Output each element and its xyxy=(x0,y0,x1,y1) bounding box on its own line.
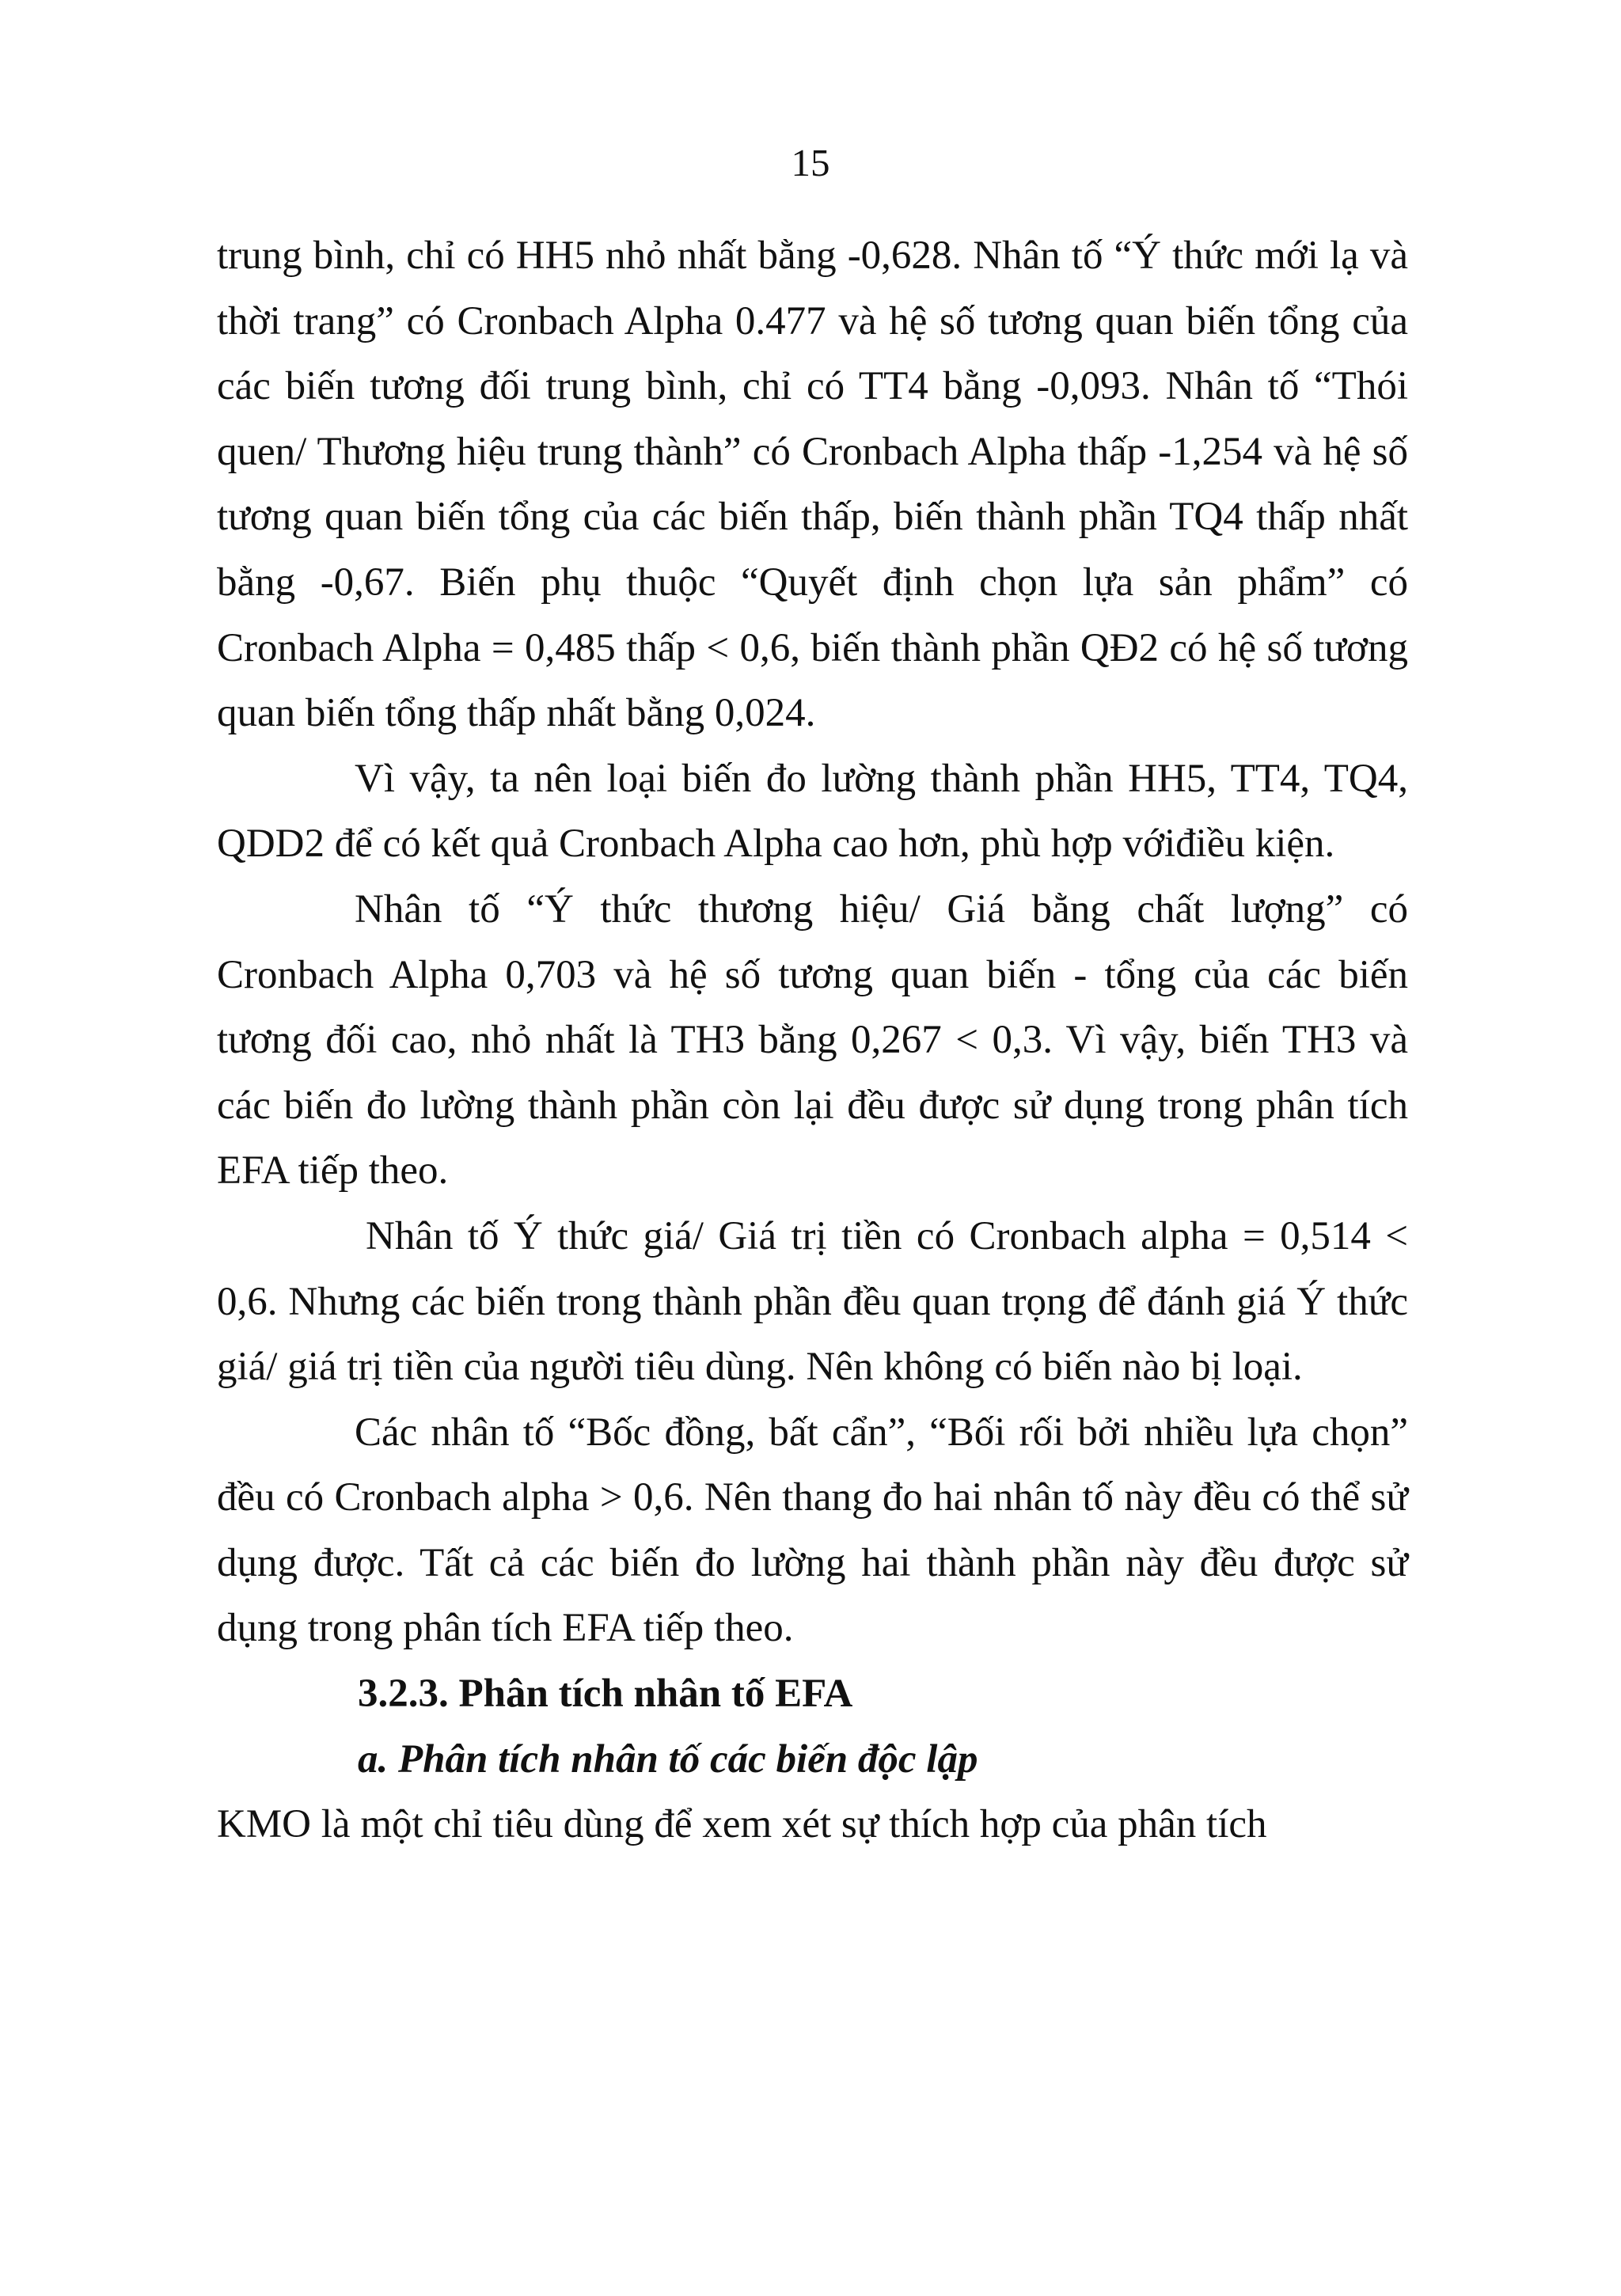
section-subheading: a. Phân tích nhân tố các biến độc lập xyxy=(358,1736,978,1782)
paragraph-brand-consciousness: Nhân tố “Ý thức thương hiệu/ Giá bằng chất lượng” có Cronbach Alpha 0,703 và hệ số tương quan biến - tổng của các biến tương đối cao, nhỏ nhất là TH3 bằng 0,267 < 0,3. Vì vậy, biến TH3 và các biến đo lường thành phần còn lại đều được sử dụng trong phân tích EFA tiếp theo. xyxy=(217,886,1408,1194)
section-heading: 3.2.3. Phân tích nhân tố EFA xyxy=(358,1672,853,1717)
paragraph-impulsive-confused: Các nhân tố “Bốc đồng, bất cẩn”, “Bối rối bởi nhiều lựa chọn” đều có Cronbach alpha > 0,6. Nên thang đo hai nhân tố này đều có thể sử dụng được. Tất cả các biến đo lường hai thành phần này đều được sử dụng trong phân tích EFA tiếp theo. xyxy=(217,1410,1408,1651)
page-number: 15 xyxy=(791,141,830,184)
paragraph-kmo: KMO là một chỉ tiêu dùng để xem xét sự thích hợp của phân tích xyxy=(217,1802,1267,1847)
document-body xyxy=(217,223,1408,1858)
paragraph-removed-variables: Vì vậy, ta nên loại biến đo lường thành phần HH5, TT4, TQ4, QDD2 để có kết quả Cronbach Alpha cao hơn, phù hợp vớiđiều kiện. xyxy=(217,756,1408,867)
paragraph-price-consciousness: Nhân tố Ý thức giá/ Giá trị tiền có Cronbach alpha = 0,514 < 0,6. Nhưng các biến trong thành phần đều quan trọng để đánh giá Ý thức giá/ giá trị tiền của người tiêu dùng. Nên không có biến nào bị loại. xyxy=(217,1213,1408,1390)
paragraph-cronbach-results: trung bình, chỉ có HH5 nhỏ nhất bằng -0,628. Nhân tố “Ý thức mới lạ và thời trang” có Cronbach Alpha 0.477 và hệ số tương quan biến tổng của các biến tương đối trung bình, chỉ có TT4 bằng -0,093. Nhân tố “Thói quen/ Thương hiệu trung thành” có Cronbach Alpha thấp -1,254 và hệ số tương quan biến tổng của các biến thấp, biến thành phần TQ4 thấp nhất bằng -0,67. Biến phụ thuộc “Quyết định chọn lựa sản phẩm” có Cronbach Alpha = 0,485 thấp < 0,6, biến thành phần QĐ2 có hệ số tương quan biến tổng thấp nhất bằng 0,024. xyxy=(217,233,1408,736)
